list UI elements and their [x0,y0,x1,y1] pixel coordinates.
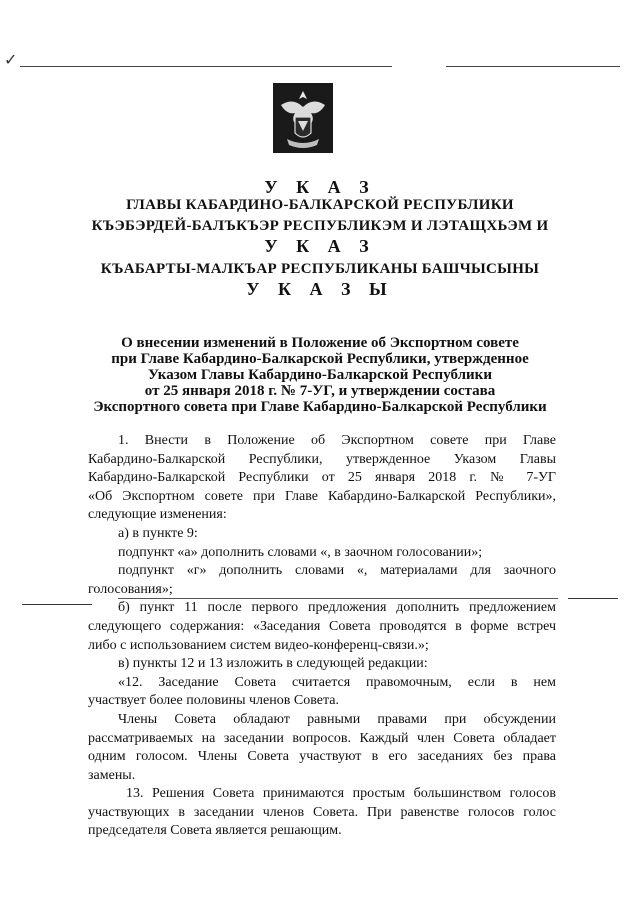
decree-body [88,432,556,841]
body-line: подпункт «а» дополнить словами «, в заочном голосовании»; [118,544,483,560]
scan-artifact-line-right [568,598,618,599]
title-line-4: от 25 января 2018 г. № 7-УГ, и утверждении состава [144,383,496,399]
ukaz-kbd: У К А З [264,236,376,256]
title-line-5: Экспортного совета при Главе Кабардино-Балкарской Республики [93,399,547,415]
body-line: в) пункты 12 и 13 изложить в следующей редакции: [118,656,428,672]
ukaz-ru: У К А З [264,177,376,197]
body-line: следующего содержания: «Заседания Совета проводятся в форме встреч [88,618,556,634]
body-line: председателя Совета является решающим. [88,823,342,839]
body-line: а) в пункте 9: [118,525,198,541]
body-line: Кабардино-Балкарской Республики, утвержденное Указом Главы [88,451,556,467]
head-kbd: КЪЭБЭРДЕЙ-БАЛЪКЪЭР РЕСПУБЛИКЭМ И ЛЭТАЩХЬЭМ И [91,218,549,234]
body-line: б) пункт 11 после первого предложения дополнить предложением [118,600,556,616]
title-line-2: при Главе Кабардино-Балкарской Республики, утвержденное [111,351,529,367]
header-rule-left [20,66,392,67]
body-line: рассматриваемых на заседании вопросов. Каждый член Совета обладает [88,730,556,746]
scan-artifact-line-left [22,604,92,605]
body-line: подпункт «г» дополнить словами «, материалами для заочного [118,563,556,579]
body-line: участвующих в заседании членов Совета. При равенстве голосов голос [88,804,556,820]
title-line-1: О внесении изменений в Положение об Экспортном совете [121,335,519,351]
body-line: либо с использованием систем видео-конференц-связи.»; [88,637,429,653]
ukaz-krc: У К А З Ы [246,279,394,299]
body-line: 13. Решения Совета принимаются простым большинством голосов [126,786,556,802]
body-line: следующие изменения: [88,507,227,523]
body-line: одним голосом. Члены Совета участвуют в его заседаниях без права [88,749,556,765]
body-line: Члены Совета обладают равными правами при обсуждении [118,711,556,727]
margin-mark: ✓ [4,52,18,69]
head-ru: ГЛАВЫ КАБАРДИНО-БАЛКАРСКОЙ РЕСПУБЛИКИ [126,197,514,213]
scan-artifact-line-mid [118,598,558,599]
header-rule-right [446,66,620,67]
body-line: Кабардино-Балкарской Республики от 25 января 2018 г. № 7-УГ [88,470,556,486]
coat-of-arms-emblem [273,83,333,153]
body-line: «Об Экспортном совете при Главе Кабардино-Балкарской Республики», [88,488,556,504]
body-line: замены. [88,767,136,783]
head-krc: КЪАБАРТЫ-МАЛКЪАР РЕСПУБЛИКАНЫ БАШЧЫСЫНЫ [100,261,540,277]
body-line: 1. Внести в Положение об Экспортном совете при Главе [118,433,556,448]
body-line: «12. Заседание Совета считается правомочным, если в нем [118,674,556,690]
body-line: участвует более половины членов Совета. [88,693,339,709]
body-line: голосования»; [88,581,173,597]
title-line-3: Указом Главы Кабардино-Балкарской Республики [148,367,492,383]
